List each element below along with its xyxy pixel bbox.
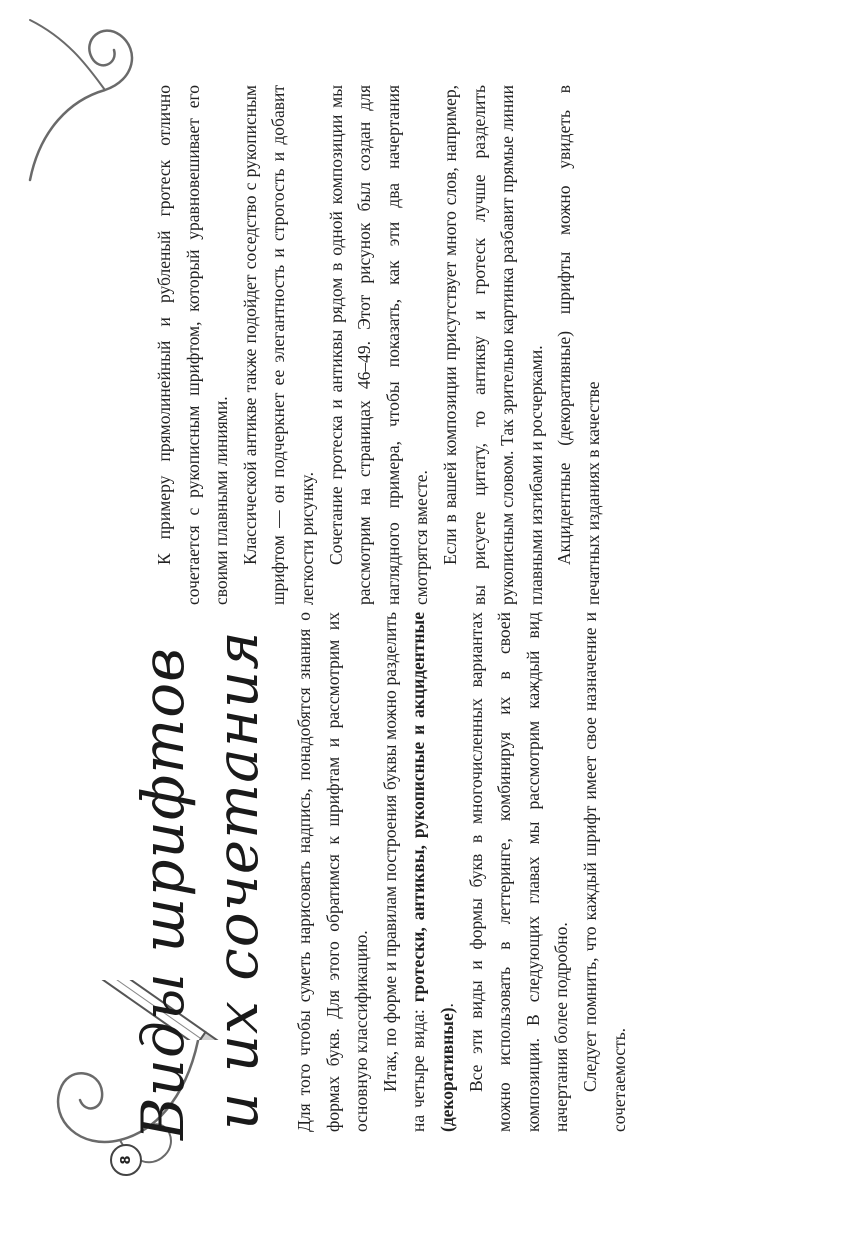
title-line-2: и их сочетания bbox=[203, 630, 271, 1130]
right-text-column bbox=[150, 85, 608, 605]
paragraph: Если в вашей композиции присутствует много слов, например, вы рисуете цитату, то антикву и гротеск лучше разделить рукописным словом. Так зрительно картинка разбавит прямые линии плавными изгибами и росчерками. bbox=[439, 85, 546, 605]
paragraph: Сочетание гротеска и антиквы рядом в одной композиции мы рассмотрим на страницах 46–49. Этот рисунок был создан для наглядного примера, чтобы показать, как эти два начертания смотрятся вместе. bbox=[325, 85, 432, 605]
paragraph: Акцидентные (декоративные) шрифты можно увидеть в печатных изданиях в качестве bbox=[554, 85, 603, 605]
swirl-flourish-icon bbox=[10, 10, 150, 190]
paragraph: Следует помнить, что каждый шрифт имеет свое назначение и сочетаемость. bbox=[579, 612, 629, 1132]
paragraph: К примеру прямолинейный и рубленый гротеск отлично сочетается с рукописным шрифтом, который уравновешивает его своими плавными линиями. bbox=[154, 85, 232, 605]
title-line-1: Виды шрифтов bbox=[129, 647, 197, 1140]
paragraph bbox=[376, 612, 462, 1132]
paragraph: Для того чтобы суметь нарисовать надпись, понадобятся знания о формах букв. Для этого обратимся к шрифтам и рассмотрим их основную классификацию. bbox=[294, 612, 372, 1132]
bold-font-types: гротески, антиквы, рукописные и акцидентные (декоративные) bbox=[408, 612, 457, 1132]
paragraph-end: . bbox=[436, 1003, 457, 1008]
page-title bbox=[126, 620, 274, 1140]
paragraph: Классической антикве также подойдет соседство с рукописным шрифтом — он подчеркнет ее элегантность и строгость и добавит легкости рисунку. bbox=[239, 85, 317, 605]
paragraph-text: Итак, по форме и правилам построения буквы можно разделить на четыре вида: bbox=[379, 612, 429, 1132]
paragraph: Все эти виды и формы букв в многочисленных вариантах можно использовать в леттеринге, комбинируя их в своей композиции. В следующих главах мы рассмотрим каждый вид начертания более подробно. bbox=[465, 612, 572, 1132]
left-text-column bbox=[290, 612, 633, 1132]
page-number: 8 bbox=[110, 1144, 142, 1176]
